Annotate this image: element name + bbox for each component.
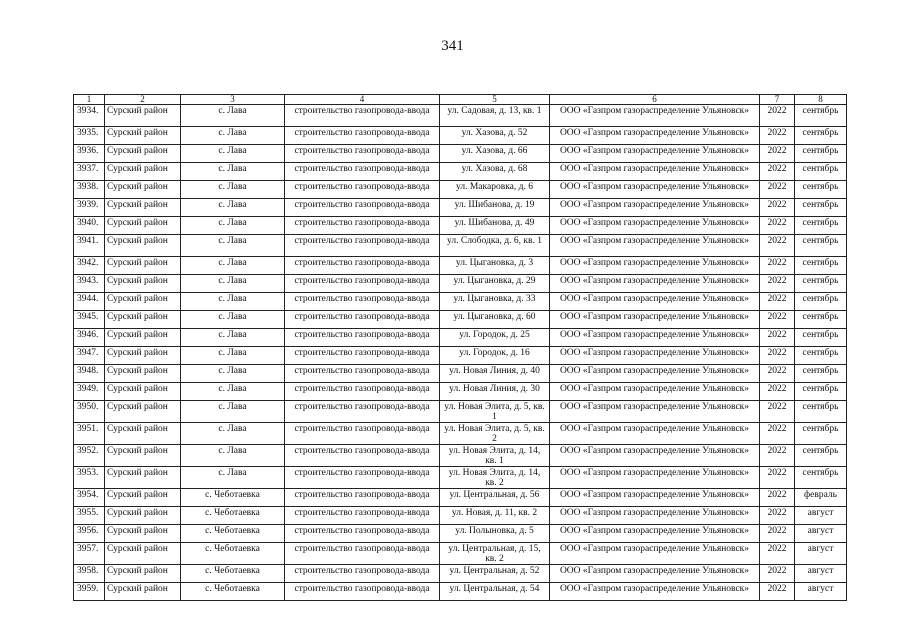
year-cell: 2022 [760,347,795,365]
table-row [74,423,847,445]
work-type-cell: строительство газопровода-ввода [285,525,440,543]
address-cell: ул. Центральная, д. 15, кв. 2 [440,543,550,565]
organization-cell: ООО «Газпром газораспределение Ульяновск» [550,257,760,275]
month-cell: август [795,565,847,583]
settlement-cell: с. Лава [181,445,285,467]
settlement-cell: с. Лава [181,347,285,365]
address-cell: ул. Центральная, д. 54 [440,583,550,601]
work-type-cell: строительство газопровода-ввода [285,127,440,145]
organization-cell: ООО «Газпром газораспределение Ульяновск» [550,145,760,163]
year-cell: 2022 [760,383,795,401]
table-header-row [74,95,847,105]
gas-pipeline-schedule-table [73,94,847,601]
table-row [74,145,847,163]
district-cell: Сурский район [105,105,181,127]
table-row [74,311,847,329]
address-cell: ул. Макаровка, д. 6 [440,181,550,199]
table-row [74,181,847,199]
year-cell: 2022 [760,181,795,199]
row-number-cell: 3946. [74,329,105,347]
month-cell: сентябрь [795,163,847,181]
month-cell: сентябрь [795,181,847,199]
organization-cell: ООО «Газпром газораспределение Ульяновск» [550,489,760,507]
year-cell: 2022 [760,365,795,383]
settlement-cell: с. Лава [181,127,285,145]
settlement-cell: с. Лава [181,199,285,217]
district-cell: Сурский район [105,445,181,467]
row-number-cell: 3935. [74,127,105,145]
address-cell: ул. Цыгановка, д. 60 [440,311,550,329]
district-cell: Сурский район [105,217,181,235]
address-cell: ул. Городок, д. 16 [440,347,550,365]
table-row [74,507,847,525]
address-cell: ул. Новая Элита, д. 5, кв. 2 [440,423,550,445]
table-row [74,347,847,365]
organization-cell: ООО «Газпром газораспределение Ульяновск» [550,329,760,347]
district-cell: Сурский район [105,329,181,347]
work-type-cell: строительство газопровода-ввода [285,423,440,445]
district-cell: Сурский район [105,181,181,199]
year-cell: 2022 [760,105,795,127]
address-cell: ул. Новая Линия, д. 30 [440,383,550,401]
month-cell: сентябрь [795,329,847,347]
month-cell: сентябрь [795,293,847,311]
month-cell: сентябрь [795,347,847,365]
year-cell: 2022 [760,257,795,275]
settlement-cell: с. Лава [181,383,285,401]
year-cell: 2022 [760,235,795,257]
district-cell: Сурский район [105,467,181,489]
month-cell: сентябрь [795,235,847,257]
settlement-cell: с. Лава [181,145,285,163]
row-number-cell: 3948. [74,365,105,383]
table-row [74,383,847,401]
organization-cell: ООО «Газпром газораспределение Ульяновск» [550,467,760,489]
work-type-cell: строительство газопровода-ввода [285,275,440,293]
settlement-cell: с. Лава [181,217,285,235]
work-type-cell: строительство газопровода-ввода [285,311,440,329]
organization-cell: ООО «Газпром газораспределение Ульяновск» [550,543,760,565]
work-type-cell: строительство газопровода-ввода [285,217,440,235]
organization-cell: ООО «Газпром газораспределение Ульяновск» [550,401,760,423]
month-cell: сентябрь [795,467,847,489]
work-type-cell: строительство газопровода-ввода [285,507,440,525]
organization-cell: ООО «Газпром газораспределение Ульяновск» [550,365,760,383]
organization-cell: ООО «Газпром газораспределение Ульяновск» [550,235,760,257]
month-cell: сентябрь [795,145,847,163]
year-cell: 2022 [760,423,795,445]
district-cell: Сурский район [105,583,181,601]
year-cell: 2022 [760,543,795,565]
year-cell: 2022 [760,199,795,217]
settlement-cell: с. Лава [181,275,285,293]
year-cell: 2022 [760,127,795,145]
row-number-cell: 3937. [74,163,105,181]
work-type-cell: строительство газопровода-ввода [285,365,440,383]
organization-cell: ООО «Газпром газораспределение Ульяновск» [550,127,760,145]
organization-cell: ООО «Газпром газораспределение Ульяновск» [550,311,760,329]
column-header: 2 [105,95,181,105]
address-cell: ул. Слободка, д. 6, кв. 1 [440,235,550,257]
month-cell: август [795,583,847,601]
month-cell: сентябрь [795,105,847,127]
address-cell: ул. Шибанова, д. 49 [440,217,550,235]
month-cell: сентябрь [795,423,847,445]
address-cell: ул. Хазова, д. 52 [440,127,550,145]
district-cell: Сурский район [105,489,181,507]
month-cell: август [795,507,847,525]
work-type-cell: строительство газопровода-ввода [285,467,440,489]
row-number-cell: 3949. [74,383,105,401]
row-number-cell: 3959. [74,583,105,601]
row-number-cell: 3936. [74,145,105,163]
address-cell: ул. Центральная, д. 52 [440,565,550,583]
settlement-cell: с. Лава [181,235,285,257]
organization-cell: ООО «Газпром газораспределение Ульяновск» [550,217,760,235]
organization-cell: ООО «Газпром газораспределение Ульяновск» [550,583,760,601]
row-number-cell: 3934. [74,105,105,127]
year-cell: 2022 [760,489,795,507]
row-number-cell: 3951. [74,423,105,445]
month-cell: февраль [795,489,847,507]
table-row [74,127,847,145]
address-cell: ул. Городок, д. 25 [440,329,550,347]
table-row [74,199,847,217]
district-cell: Сурский район [105,525,181,543]
year-cell: 2022 [760,445,795,467]
organization-cell: ООО «Газпром газораспределение Ульяновск» [550,105,760,127]
settlement-cell: с. Лава [181,163,285,181]
work-type-cell: строительство газопровода-ввода [285,583,440,601]
work-type-cell: строительство газопровода-ввода [285,181,440,199]
column-header: 7 [760,95,795,105]
row-number-cell: 3945. [74,311,105,329]
row-number-cell: 3940. [74,217,105,235]
work-type-cell: строительство газопровода-ввода [285,163,440,181]
year-cell: 2022 [760,145,795,163]
district-cell: Сурский район [105,401,181,423]
address-cell: ул. Цыгановка, д. 3 [440,257,550,275]
address-cell: ул. Новая Элита, д. 5, кв. 1 [440,401,550,423]
year-cell: 2022 [760,275,795,293]
organization-cell: ООО «Газпром газораспределение Ульяновск» [550,199,760,217]
page-number: 341 [441,38,464,54]
column-header: 5 [440,95,550,105]
district-cell: Сурский район [105,235,181,257]
district-cell: Сурский район [105,163,181,181]
district-cell: Сурский район [105,507,181,525]
table-row [74,467,847,489]
work-type-cell: строительство газопровода-ввода [285,401,440,423]
address-cell: ул. Новая, д. 11, кв. 2 [440,507,550,525]
table-row [74,489,847,507]
year-cell: 2022 [760,311,795,329]
settlement-cell: с. Чеботаевка [181,489,285,507]
settlement-cell: с. Лава [181,293,285,311]
year-cell: 2022 [760,565,795,583]
table-row [74,401,847,423]
table-row [74,257,847,275]
organization-cell: ООО «Газпром газораспределение Ульяновск» [550,445,760,467]
address-cell: ул. Садовая, д. 13, кв. 1 [440,105,550,127]
work-type-cell: строительство газопровода-ввода [285,543,440,565]
district-cell: Сурский район [105,257,181,275]
district-cell: Сурский район [105,423,181,445]
year-cell: 2022 [760,583,795,601]
column-header: 1 [74,95,105,105]
district-cell: Сурский район [105,145,181,163]
table-row [74,163,847,181]
organization-cell: ООО «Газпром газораспределение Ульяновск» [550,293,760,311]
year-cell: 2022 [760,401,795,423]
table-row [74,275,847,293]
settlement-cell: с. Чеботаевка [181,583,285,601]
table-row [74,217,847,235]
row-number-cell: 3952. [74,445,105,467]
row-number-cell: 3944. [74,293,105,311]
work-type-cell: строительство газопровода-ввода [285,329,440,347]
district-cell: Сурский район [105,543,181,565]
table-row [74,583,847,601]
settlement-cell: с. Чеботаевка [181,525,285,543]
work-type-cell: строительство газопровода-ввода [285,235,440,257]
year-cell: 2022 [760,217,795,235]
table-row [74,105,847,127]
address-cell: ул. Новая Элита, д. 14, кв. 1 [440,445,550,467]
address-cell: ул. Новая Линия, д. 40 [440,365,550,383]
month-cell: сентябрь [795,401,847,423]
table-row [74,525,847,543]
month-cell: сентябрь [795,275,847,293]
month-cell: август [795,543,847,565]
organization-cell: ООО «Газпром газораспределение Ульяновск» [550,181,760,199]
table-row [74,365,847,383]
row-number-cell: 3954. [74,489,105,507]
district-cell: Сурский район [105,383,181,401]
month-cell: август [795,525,847,543]
settlement-cell: с. Чеботаевка [181,565,285,583]
work-type-cell: строительство газопровода-ввода [285,383,440,401]
address-cell: ул. Цыгановка, д. 33 [440,293,550,311]
month-cell: сентябрь [795,365,847,383]
organization-cell: ООО «Газпром газораспределение Ульяновск» [550,423,760,445]
table-row [74,445,847,467]
work-type-cell: строительство газопровода-ввода [285,445,440,467]
month-cell: сентябрь [795,445,847,467]
district-cell: Сурский район [105,311,181,329]
district-cell: Сурский район [105,293,181,311]
settlement-cell: с. Лава [181,311,285,329]
year-cell: 2022 [760,467,795,489]
address-cell: ул. Хазова, д. 66 [440,145,550,163]
table-row [74,293,847,311]
work-type-cell: строительство газопровода-ввода [285,489,440,507]
row-number-cell: 3942. [74,257,105,275]
settlement-cell: с. Лава [181,105,285,127]
month-cell: сентябрь [795,383,847,401]
district-cell: Сурский район [105,565,181,583]
organization-cell: ООО «Газпром газораспределение Ульяновск» [550,507,760,525]
row-number-cell: 3947. [74,347,105,365]
address-cell: ул. Шибанова, д. 19 [440,199,550,217]
row-number-cell: 3957. [74,543,105,565]
organization-cell: ООО «Газпром газораспределение Ульяновск» [550,275,760,293]
row-number-cell: 3950. [74,401,105,423]
district-cell: Сурский район [105,275,181,293]
month-cell: сентябрь [795,199,847,217]
address-cell: ул. Полыновка, д. 5 [440,525,550,543]
address-cell: ул. Центральная, д. 56 [440,489,550,507]
work-type-cell: строительство газопровода-ввода [285,199,440,217]
work-type-cell: строительство газопровода-ввода [285,145,440,163]
table-body [74,105,847,601]
year-cell: 2022 [760,293,795,311]
organization-cell: ООО «Газпром газораспределение Ульяновск» [550,347,760,365]
row-number-cell: 3939. [74,199,105,217]
district-cell: Сурский район [105,365,181,383]
settlement-cell: с. Лава [181,329,285,347]
column-header: 4 [285,95,440,105]
district-cell: Сурский район [105,347,181,365]
settlement-cell: с. Лава [181,257,285,275]
table-row [74,329,847,347]
address-cell: ул. Хазова, д. 68 [440,163,550,181]
row-number-cell: 3943. [74,275,105,293]
year-cell: 2022 [760,525,795,543]
settlement-cell: с. Лава [181,181,285,199]
work-type-cell: строительство газопровода-ввода [285,293,440,311]
column-header: 3 [181,95,285,105]
work-type-cell: строительство газопровода-ввода [285,347,440,365]
settlement-cell: с. Чеботаевка [181,507,285,525]
address-cell: ул. Новая Элита, д. 14, кв. 2 [440,467,550,489]
organization-cell: ООО «Газпром газораспределение Ульяновск» [550,565,760,583]
table-row [74,565,847,583]
settlement-cell: с. Лава [181,365,285,383]
organization-cell: ООО «Газпром газораспределение Ульяновск» [550,525,760,543]
work-type-cell: строительство газопровода-ввода [285,565,440,583]
table-row [74,543,847,565]
month-cell: сентябрь [795,217,847,235]
organization-cell: ООО «Газпром газораспределение Ульяновск» [550,163,760,181]
row-number-cell: 3938. [74,181,105,199]
month-cell: сентябрь [795,311,847,329]
settlement-cell: с. Лава [181,401,285,423]
settlement-cell: с. Лава [181,467,285,489]
row-number-cell: 3955. [74,507,105,525]
work-type-cell: строительство газопровода-ввода [285,105,440,127]
district-cell: Сурский район [105,199,181,217]
month-cell: сентябрь [795,127,847,145]
row-number-cell: 3958. [74,565,105,583]
district-cell: Сурский район [105,127,181,145]
row-number-cell: 3941. [74,235,105,257]
table-row [74,235,847,257]
settlement-cell: с. Лава [181,423,285,445]
address-cell: ул. Цыгановка, д. 29 [440,275,550,293]
year-cell: 2022 [760,329,795,347]
row-number-cell: 3956. [74,525,105,543]
settlement-cell: с. Чеботаевка [181,543,285,565]
year-cell: 2022 [760,507,795,525]
year-cell: 2022 [760,163,795,181]
column-header: 6 [550,95,760,105]
work-type-cell: строительство газопровода-ввода [285,257,440,275]
column-header: 8 [795,95,847,105]
row-number-cell: 3953. [74,467,105,489]
organization-cell: ООО «Газпром газораспределение Ульяновск» [550,383,760,401]
month-cell: сентябрь [795,257,847,275]
